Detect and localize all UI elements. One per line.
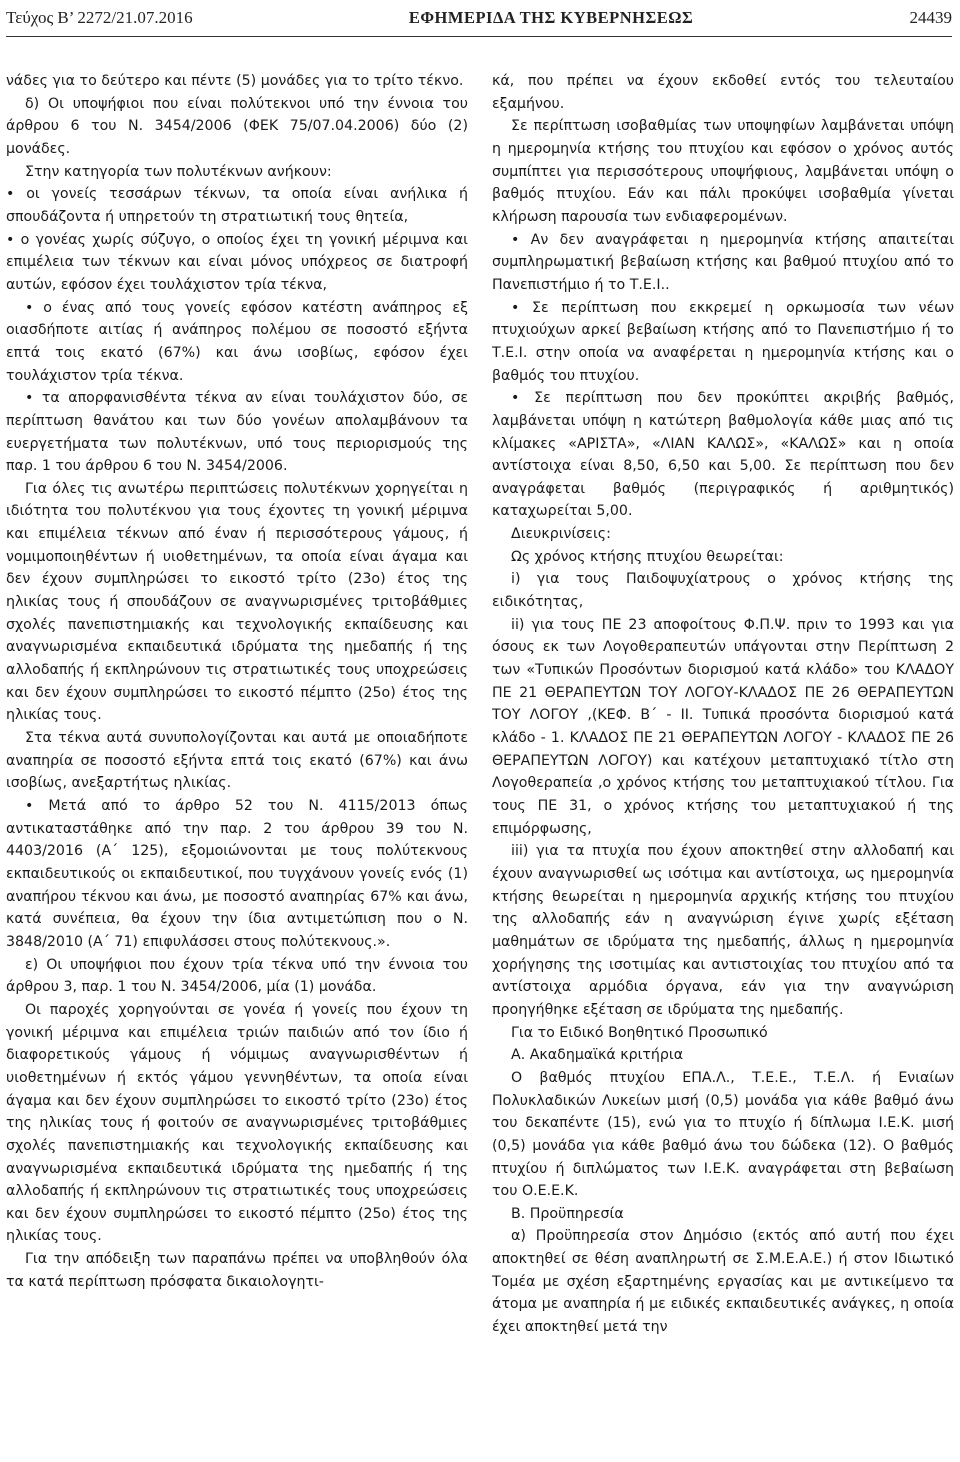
paragraph: Α. Ακαδημαϊκά κριτήρια <box>511 1047 684 1064</box>
paragraph: i) για τους Παιδοψυχίατρους ο χρόνος κτήσης της ειδικότητας, <box>492 571 954 611</box>
paragraph: ε) Οι υποψήφιοι που έχουν τρία τέκνα υπό την έννοια του άρθρου 3, παρ. 1 του Ν. 3454/2006, μία (1) μονάδα. <box>6 956 468 996</box>
paragraph: ii) για τους ΠΕ 23 αποφοίτους Φ.Π.Ψ. πριν το 1993 και για όσους εκ των Λογοθεραπευτών υπάγονται στην Περίπτωση 2 των «Τυπικών Προσόντων διορισμού κατά κλάδο» του ΚΛΑΔΟΥ ΠΕ 21 ΘΕΡΑΠΕΥΤΩΝ ΤΟΥ ΛΟΓΟΥ-ΚΛΑΔΟΣ ΠΕ 26 ΘΕΡΑΠΕΥΤΩΝ ΤΟΥ ΛΟΓΟΥ ,(ΚΕΦ. Β΄ - ΙΙ. Τυπικά προσόντα διορισμού κατά κλάδο - 1. ΚΛΑΔΟΣ ΠΕ 21 ΘΕΡΑΠΕΥΤΩΝ ΛΟΓΟΥ - ΚΛΑΔΟΣ ΠΕ 26 ΘΕΡΑΠΕΥΤΩΝ ΛΟΓΟΥ) και κατέχουν μεταπτυχιακό τίτλο στη Λογοθεραπεία ,ο χρόνος κτήσης του μεταπτυχιακού τίτλου. Για τους ΠΕ 31, ο χρόνος κτήσης του μεταπτυχιακού ή της επιμόρφωσης, <box>492 616 954 837</box>
paragraph: Β. Προϋπηρεσία <box>511 1205 624 1222</box>
paragraph: κά, που πρέπει να έχουν εκδοθεί εντός του τελευταίου εξαμήνου. <box>492 73 954 112</box>
paragraph: iii) για τα πτυχία που έχουν αποκτηθεί στην αλλοδαπή και έχουν αναγνωρισθεί ως ισότιμα και αντίστοιχα, ως ημερομηνία κτήσης θεωρείται η ημερομηνία αρχικής κτήσης του πτυχίου της αλλοδαπής εάν η αναγνώριση έγινε χωρίς εξέταση μαθημάτων σε ιδρύματα της ημεδαπής, άλλως η ημερομηνία χορήγησης της ισοτιμίας και αντιστοιχίας του πτυχίου από τα αντίστοιχα αρμόδια όργανα, εάν για την αναγνώριση προηγήθηκε εξέταση σε ιδρύματα της ημεδαπής. <box>492 843 954 1018</box>
paragraph: Στην κατηγορία των πολυτέκνων ανήκουν: <box>25 163 332 180</box>
paragraph: Οι παροχές χορηγούνται σε γονέα ή γονείς που έχουν τη γονική μέριμνα και επιμέλεια τριών παιδιών από τον ίδιο ή διαφορετικούς γάμους ή νόμιμως αναγνωρισθέντων ή υιοθετημένων ή εκτός γάμου γεννηθέντων, τα οποία είναι άγαμα και δεν έχουν συμπληρώσει το εικοστό τρίτο (23ο) έτος της ηλικίας τους ή φοιτούν σε αναγνωρισμένες τριτοβάθμιες σχολές πανεπιστημιακής και τεχνολογικής εκπαίδευσης και αναγνωρισμένα εκπαιδευτικά ιδρύματα της ημεδαπής ή της αλλοδαπής ή εκπληρώνουν τις στρατιωτικές τους υποχρεώσεις και δεν έχουν συμπληρώσει το εικοστό πέμπτο (25ο) έτος της ηλικίας τους. <box>6 1001 468 1245</box>
paragraph: • τα απορφανισθέντα τέκνα αν είναι τουλάχιστον δύο, σε περίπτωση θανάτου και των δύο γονέων απολαμβάνουν τα ευεργετήματα των πολυτέκνων, υπό τους περιορισμούς της παρ. 1 του άρθρου 6 του Ν. 3454/2006. <box>6 390 468 475</box>
left-column <box>6 70 468 1462</box>
paragraph: • ο γονέας χωρίς σύζυγο, ο οποίος έχει τη γονική μέριμνα και επιμέλεια των τέκνων και είναι μόνος υπόχρεος σε διατροφή αυτών, εφόσον έχει τουλάχιστον τρία τέκνα, <box>6 231 468 293</box>
paragraph: • Αν δεν αναγράφεται η ημερομηνία κτήσης απαιτείται συμπληρωματική βεβαίωση κτήσης και βαθμού πτυχίου από το Πανεπιστήμιο ή το Τ.Ε.Ι.. <box>492 231 954 293</box>
gazette-title: ΕΦΗΜΕΡΙΔΑ ΤΗΣ ΚΥΒΕΡΝΗΣΕΩΣ <box>408 8 694 27</box>
issue-number: Τεύχος Β’ 2272/21.07.2016 <box>6 8 193 27</box>
paragraph: δ) Οι υποψήφιοι που είναι πολύτεκνοι υπό την έννοια του άρθρου 6 του Ν. 3454/2006 (ΦΕΚ 75/07.04.2006) δύο (2) μονάδες. <box>6 95 468 157</box>
paragraph: Για την απόδειξη των παραπάνω πρέπει να υποβληθούν όλα τα κατά περίπτωση πρόσφατα δικαιολογητι- <box>6 1251 468 1290</box>
paragraph: Για όλες τις ανωτέρω περιπτώσεις πολυτέκνων χορηγείται η ιδιότητα του πολυτέκνου για τους έχοντες τη γονική μέριμνα και επιμέλεια τέκνων από έναν ή περισσότερους γάμους, ή νομιμοποιηθέντων ή υιοθετημένων, τα οποία είναι άγαμα και δεν έχουν συμπληρώσει το εικοστό τρίτο (23ο) έτος της ηλικίας τους ή σπουδάζουν σε αναγνωρισμένες τριτοβάθμιες σχολές πανεπιστημιακής και τεχνολογικής εκπαίδευσης και αναγνωρισμένα εκπαιδευτικά ιδρύματα της ημεδαπής ή της αλλοδαπής ή εκπληρώνουν τις στρατιωτικές τους υποχρεώσεις και δεν έχουν συμπληρώσει το εικοστό πέμπτο (25ο) έτος της ηλικίας τους. <box>6 480 468 724</box>
paragraph: • οι γονείς τεσσάρων τέκνων, τα οποία είναι ανήλικα ή σπουδάζοντα ή υπηρετούν τη στρατιωτική τους θητεία, <box>6 186 468 225</box>
right-column <box>492 70 954 1462</box>
page-header <box>6 4 952 32</box>
paragraph: νάδες για το δεύτερο και πέντε (5) μονάδες για το τρίτο τέκνο. <box>6 73 464 89</box>
page-number: 24439 <box>909 8 952 27</box>
paragraph: Στα τέκνα αυτά συνυπολογίζονται και αυτά με οποιαδήποτε αναπηρία σε ποσοστό εξήντα επτά τοις εκατό (67%) και άνω ισοβίως, ανεξαρτήτως ηλικίας. <box>6 730 468 792</box>
paragraph: Ο βαθμός πτυχίου ΕΠΑ.Λ., Τ.Ε.Ε., Τ.Ε.Λ. ή Ενιαίων Πολυκλαδικών Λυκείων μισή (0,5) μονάδα για κάθε βαθμό άνω του δεκαπέντε (15), ενώ για το πτυχίο ή δίπλωμα Ι.Ε.Κ. μισή (0,5) μονάδα για κάθε βαθμό άνω του δώδεκα (12). Ο βαθμός πτυχίου ή διπλώματος των Ι.Ε.Κ. αναγράφεται στη βεβαίωση του Ο.Ε.Ε.Κ. <box>492 1069 954 1200</box>
paragraph: Για το Ειδικό Βοηθητικό Προσωπικό <box>511 1024 768 1041</box>
paragraph: • Σε περίπτωση που δεν προκύπτει ακριβής βαθμός, λαμβάνεται υπόψη η κατώτερη βαθμολογία κάθε μιας από τις κλίμακες «ΑΡΙΣΤΑ», «ΛΙΑΝ ΚΑΛΩΣ», «ΚΑΛΩΣ» και η οποία αντίστοιχα είναι 8,50, 6,50 και 5,00. Σε περίπτωση που δεν αναγράφεται βαθμός (περιγραφικός ή αριθμητικός) καταχωρείται 5,00. <box>492 390 954 520</box>
paragraph: α) Προϋπηρεσία στον Δημόσιο (εκτός από αυτή που έχει αποκτηθεί σε θέση αναπληρωτή σε Σ.Μ.Ε.Α.Ε.) ή στον Ιδιωτικό Τομέα με σχέση εξαρτημένης εργασίας και με αντικείμενο τα άτομα με αναπηρία ή με ειδικές εκπαιδευτικές ανάγκες, η οποία έχει αποκτηθεί μετά την <box>492 1228 954 1336</box>
paragraph: • Σε περίπτωση που εκκρεμεί η ορκωμοσία των νέων πτυχιούχων αρκεί βεβαίωση κτήσης από το Πανεπιστήμιο ή το Τ.Ε.Ι. στην οποία να αναφέρεται η ημερομηνία κτήσης και ο βαθμός του πτυχίου. <box>492 299 954 384</box>
paragraph: Ως χρόνος κτήσης πτυχίου θεωρείται: <box>511 548 784 565</box>
paragraph: Διευκρινίσεις: <box>511 526 611 543</box>
document-body <box>6 70 954 1462</box>
paragraph: Σε περίπτωση ισοβαθμίας των υποψηφίων λαμβάνεται υπόψη η ημερομηνία κτήσης του πτυχίου και εφόσον ο χρόνος αυτός συμπίπτει για περισσότερους υποψήφιους, λαμβάνεται υπόψη ο βαθμός πτυχίου. Εάν και πάλι προκύψει ισοβαθμία γίνεται κλήρωση παρουσία των ενδιαφερομένων. <box>492 118 954 225</box>
paragraph: • Μετά από το άρθρο 52 του Ν. 4115/2013 όπως αντικαταστάθηκε από την παρ. 2 του άρθρου 39 του Ν. 4403/2016 (Α΄ 125), εξομοιώνονται με τους πολύτεκνους εκπαιδευτικούς οι εκπαιδευτικοί, που τυγχάνουν γονείς ενός (1) αναπήρου τέκνου και άνω, με ποσοστό αναπηρίας 67% και άνω, κατά συνέπεια, θα έχουν την ίδια αντιμετώπιση που ο Ν. 3848/2010 (Α΄ 71) επιφυλάσσει στους πολύτεκνους.». <box>6 798 468 950</box>
paragraph: • ο ένας από τους γονείς εφόσον κατέστη ανάπηρος εξ οιασδήποτε αιτίας ή ανάπηρος πολέμου σε ποσοστό εξήντα επτά τοις εκατό (67%) και άνω ισοβίως, εφόσον έχει τουλάχιστον τρία τέκνα. <box>6 299 468 384</box>
header-divider <box>6 36 952 37</box>
